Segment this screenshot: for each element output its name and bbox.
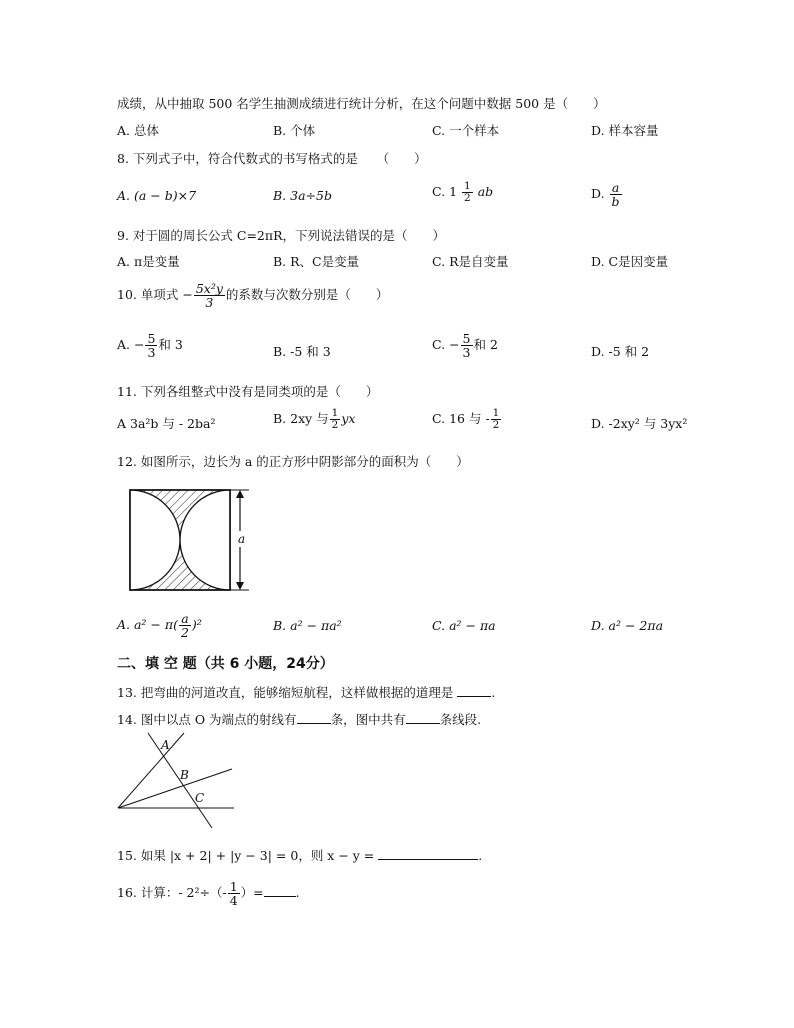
q7-tail: 成绩，从中抽取 500 名学生抽测成绩进行统计分析，在这个问题中数据 500 是（ ） [117,96,606,111]
q8-option-c: C. 1 $\frac{1}{2}$ ab [432,180,494,205]
q14-segments-blank[interactable] [406,711,440,724]
q10-option-b: B. -5 和 3 [273,344,331,359]
point-label-c: C [195,791,205,805]
q8-option-a: A. (a − b)×7 [117,188,197,203]
q9-option-b: B. R、C是变量 [273,254,360,269]
q11-option-a: A 3a²b 与 - 2ba² [117,416,216,431]
q16-answer-blank[interactable] [264,884,296,897]
q11-stem: 11. 下列各组整式中没有是同类项的是（ ） [117,384,379,399]
q13-answer-blank[interactable] [457,684,491,697]
q14-rays-blank[interactable] [297,711,331,724]
q13: 13. 把弯曲的河道改直，能够缩短航程，这样做根据的道理是 . [117,685,496,700]
q15-answer-blank[interactable] [378,847,478,860]
q10-option-c: C. − $\frac{5}{3}$ 和 2 [432,331,498,361]
q9-option-c: C. R是自变量 [432,254,509,269]
point-label-a: A [161,738,170,752]
q8-option-d: D. $\frac{a}{b}$ [591,180,620,210]
q7-option-b: B. 个体 [273,123,316,138]
q15: 15. 如果 |x + 2| + |y − 3| = 0，则 x − y = . [117,848,483,863]
q10-stem: 10. 单项式 − $\frac{\text{5x²y}}{3}$ 的系数与次数分别是（ ） [117,281,389,311]
q11-option-b: B. 2xy 与 $\frac{1}{2}$ yx [273,407,356,432]
q7-option-c: C. 一个样本 [432,123,500,138]
q12-option-a: A. a² − π( $\frac{a}{2}$ )² [117,611,202,641]
q10-option-d: D. -5 和 2 [591,344,650,359]
q8-stem: 8. 下列式子中，符合代数式的书写格式的是 （ ） [117,151,427,166]
figure-side-label: a [238,532,246,546]
point-label-b: B [180,768,189,782]
q10-option-a: A. − $\frac{5}{3}$ 和 3 [117,331,183,361]
q12-option-d: D. a² − 2πa [591,618,664,633]
q9-stem: 9. 对于圆的周长公式 C=2πR，下列说法错误的是（ ） [117,228,445,243]
q11-option-c: C. 16 与 - $\frac{1}{2}$ [432,407,500,432]
q16: 16. 计算：- 2²÷（- $\frac{1}{4}$ ）= . [117,879,300,909]
q14: 14. 图中以点 O 为端点的射线有 条，图中共有 条线段. [117,712,482,727]
q12-option-c: C. a² − πa [432,618,496,633]
q12-stem: 12. 如图所示，边长为 a 的正方形中阴影部分的面积为（ ） [117,454,469,469]
rays-figure [110,728,245,828]
q7-option-a: A. 总体 [117,123,159,138]
section-heading: 二、填 空 题（共 6 小题，24分） [117,656,334,672]
q12-option-b: B. a² − πa² [273,618,342,633]
q9-option-d: D. C是因变量 [591,254,669,269]
q11-option-d: D. -2xy² 与 3yx² [591,416,688,431]
q8-option-b: B. 3a÷5b [273,188,332,203]
q7-option-d: D. 样本容量 [591,123,659,138]
q9-option-a: A. π是变量 [117,254,180,269]
